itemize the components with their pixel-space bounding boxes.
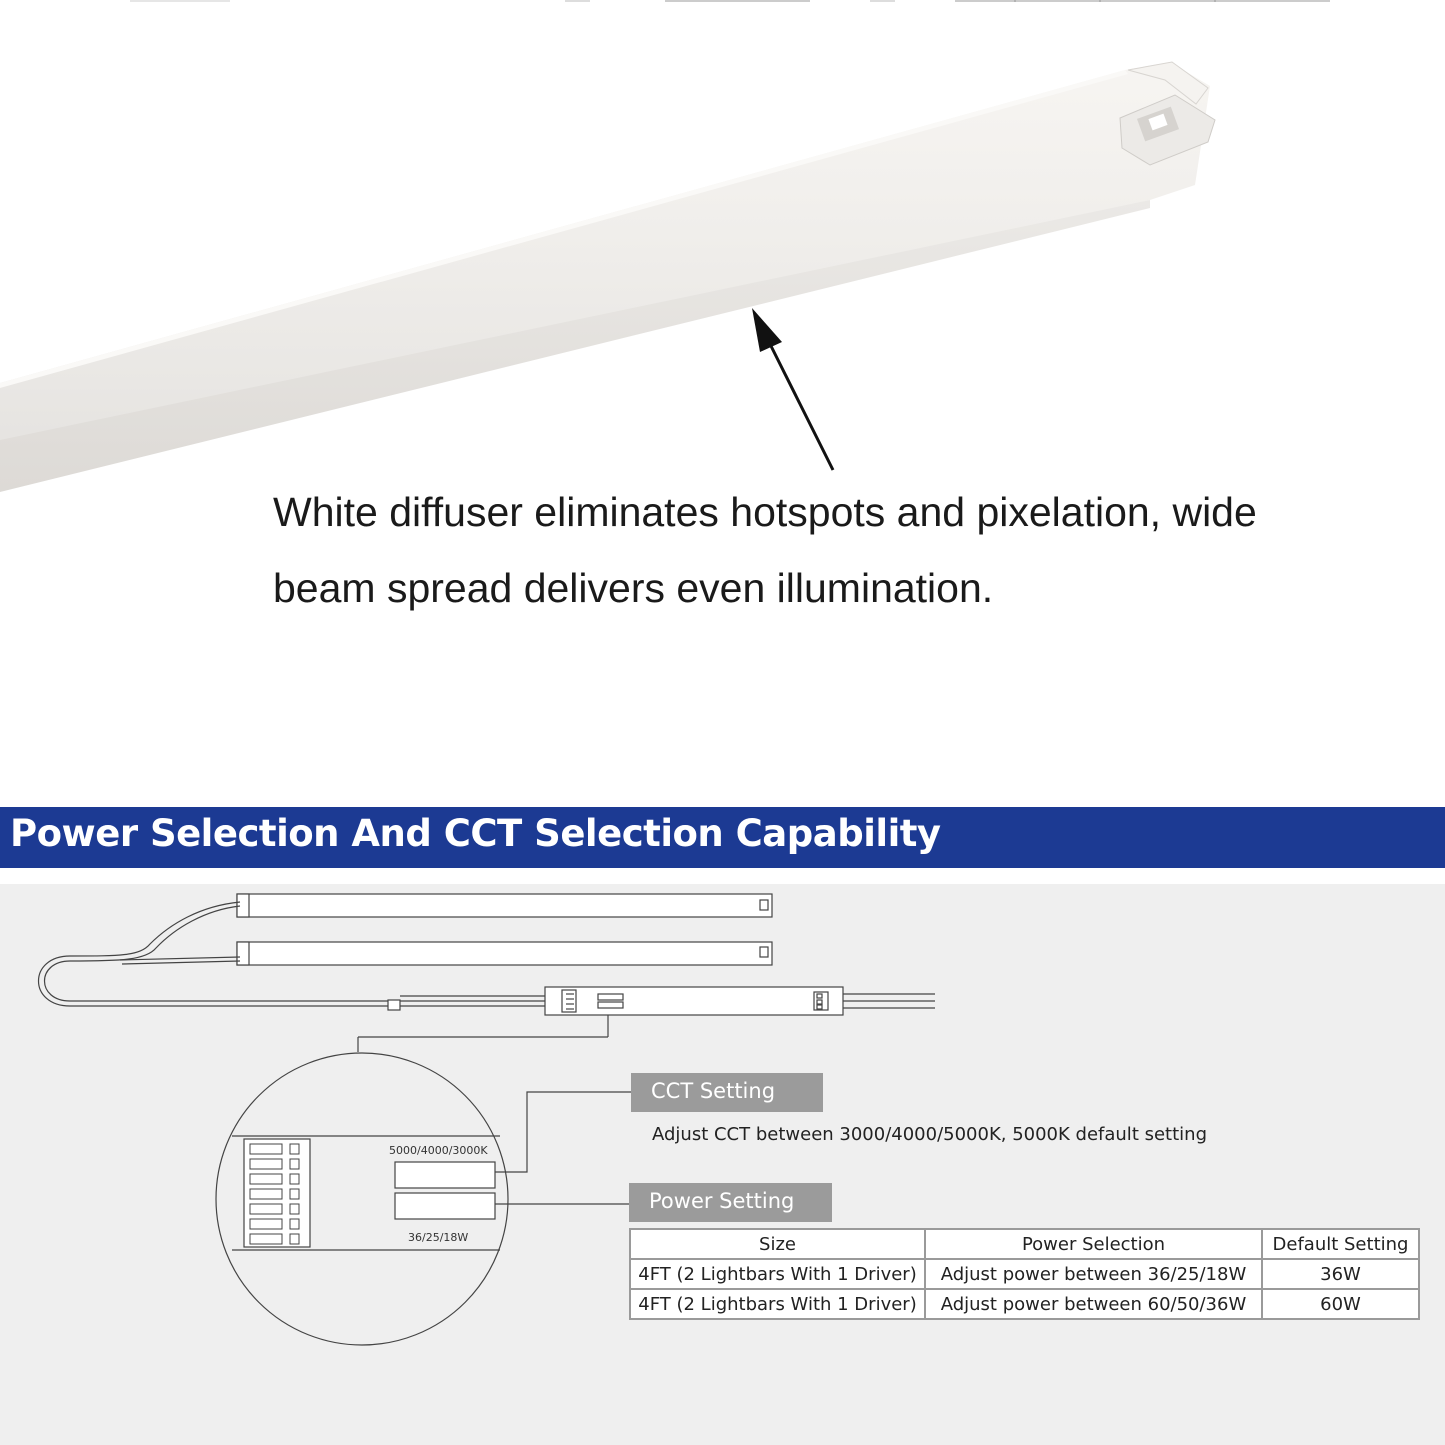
table-cell: 4FT (2 Lightbars With 1 Driver) [630,1289,925,1319]
cct-switch-label: 5000/4000/3000K [389,1144,488,1157]
table-cell: 60W [1262,1289,1419,1319]
lightbar-1 [237,894,772,917]
table-cell: 4FT (2 Lightbars With 1 Driver) [630,1259,925,1289]
arrow-icon [752,308,833,470]
light-bar [0,62,1215,492]
wiring-diagram [0,884,1445,1445]
section-title: Power Selection And CCT Selection Capability [10,812,941,855]
section-banner [0,807,1445,868]
power-selection-table [629,1228,1420,1320]
wiring-diagram-section [0,884,1445,1445]
top-strip-lines [130,0,1330,2]
table-row [630,1259,1419,1289]
connector-plug [388,996,545,1010]
caption-line-1: White diffuser eliminates hotspots and pixelation, wide [273,489,1257,535]
lightbar-2 [237,942,772,965]
table-cell: Adjust power between 60/50/36W [925,1289,1262,1319]
cct-setting-tag: CCT Setting [631,1073,823,1112]
table-cell: 36W [1262,1259,1419,1289]
magnified-detail [216,1053,508,1345]
table-cell: Adjust power between 36/25/18W [925,1259,1262,1289]
table-header-row [630,1229,1419,1259]
caption-line-2: beam spread delivers even illumination. [273,565,994,611]
power-switch-label: 36/25/18W [408,1231,469,1244]
column-header-power-selection: Power Selection [925,1229,1262,1259]
column-header-size: Size [630,1229,925,1259]
table-row [630,1289,1419,1319]
power-setting-tag: Power Setting [629,1183,832,1222]
cct-setting-description: Adjust CCT between 3000/4000/5000K, 5000K default setting [652,1124,1207,1145]
diffuser-caption [273,474,1373,626]
leader-lines [495,1092,631,1204]
column-header-default-setting: Default Setting [1262,1229,1419,1259]
driver-unit [358,987,935,1052]
